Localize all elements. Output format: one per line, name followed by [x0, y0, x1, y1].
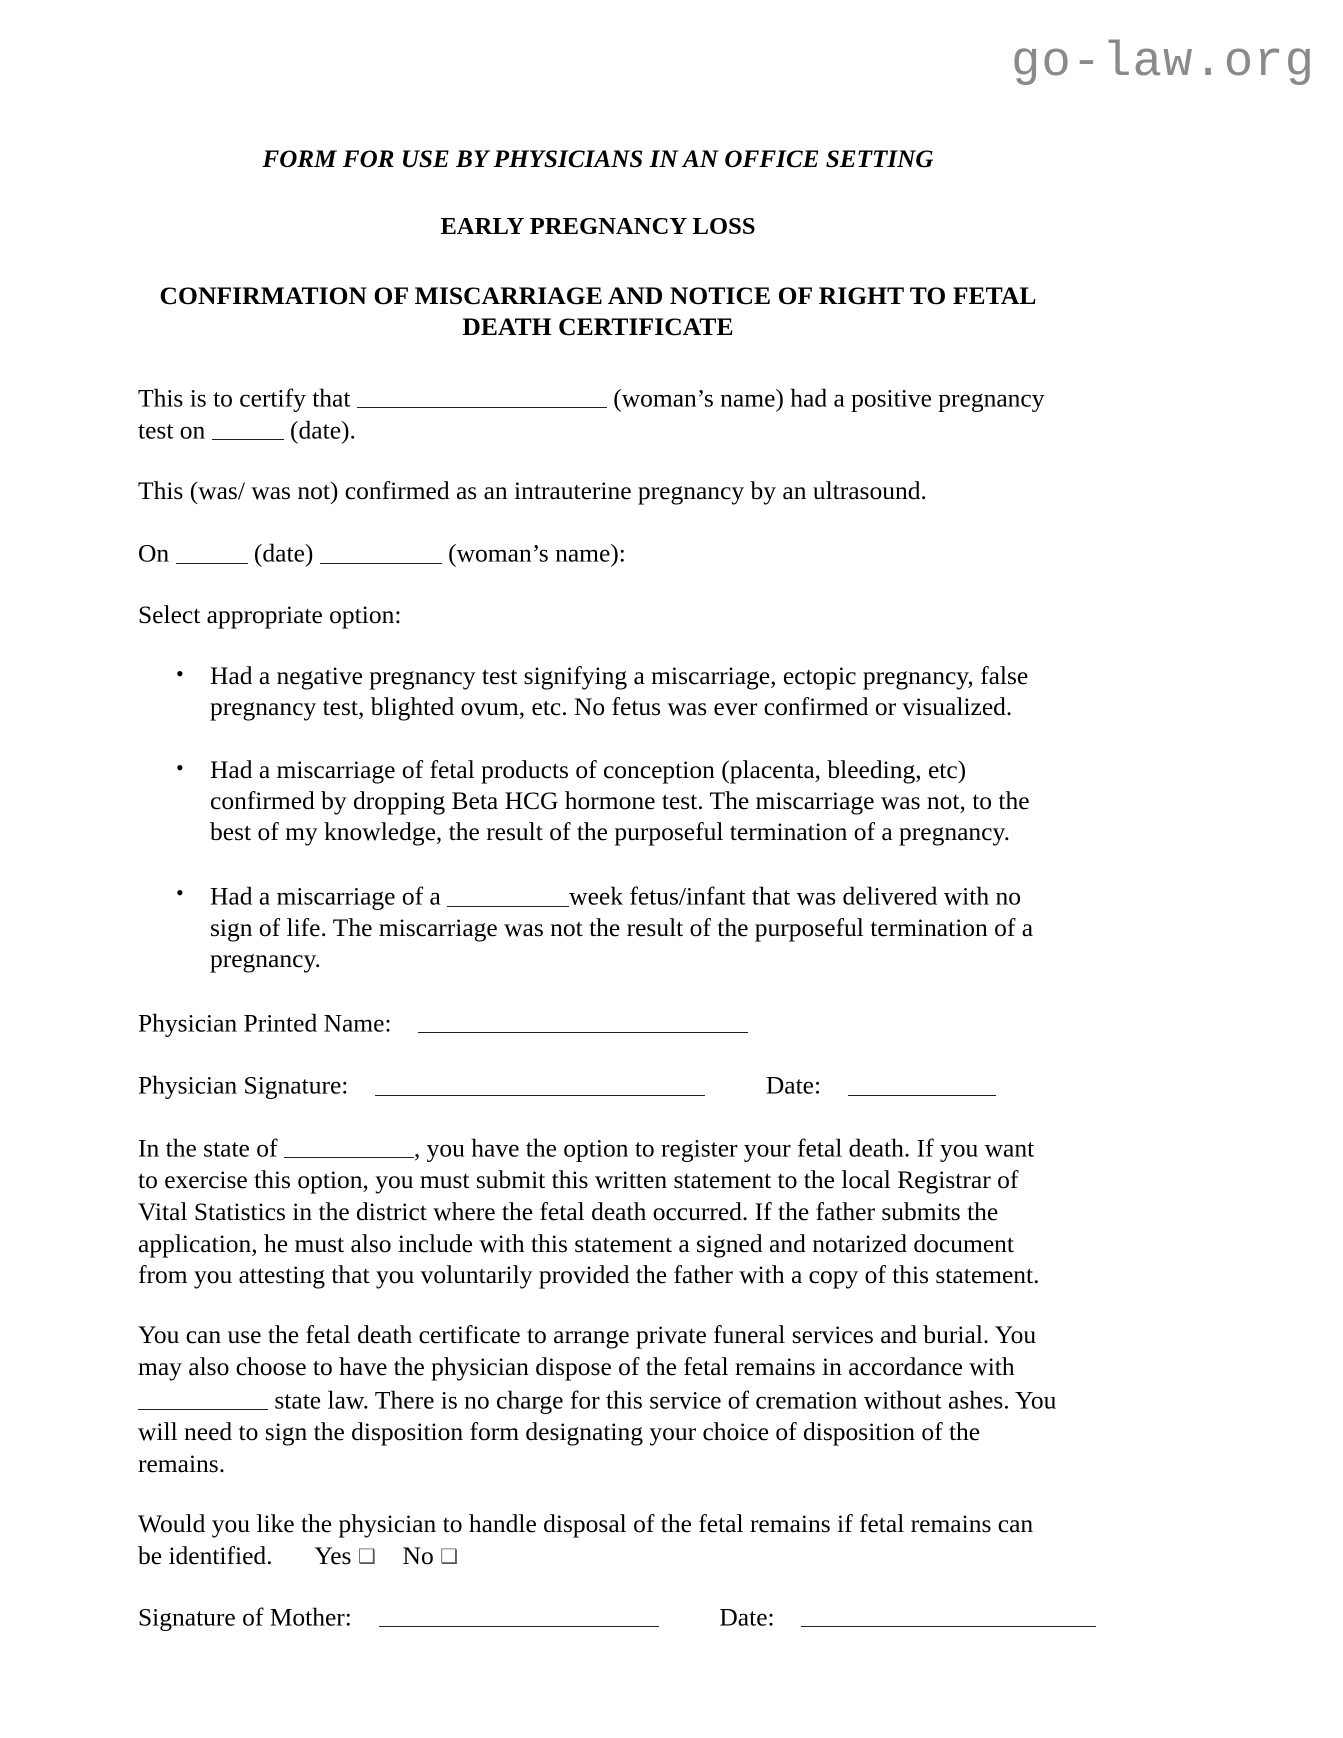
disposal-paragraph-part1: You can use the fetal death certificate to arrange private funeral services and burial. You may also choose to have the physician dispose of the fetal remains in accordance with: [138, 1320, 1037, 1382]
mother-date-label: Date:: [719, 1601, 775, 1631]
physician-signature-label: Physician Signature:: [138, 1070, 349, 1100]
option-3-suffix-text: week fetus/infant that was delivered with no sign of life. The miscarriage was not the result of the purposeful termination of a pregnancy.: [210, 881, 1034, 973]
physician-printed-name-row: [138, 1006, 1058, 1038]
physician-date-label: Date:: [765, 1070, 822, 1100]
yes-label: Yes: [314, 1540, 352, 1570]
physician-date-blank[interactable]: [848, 1068, 996, 1095]
option-1-text: Had a negative pregnancy test signifying a miscarriage, ectopic pregnancy, false pregnancy test, blighted ovum, etc. No fetus was ever confirmed or visualized.: [210, 660, 1029, 721]
mother-signature-label: Signature of Mother:: [138, 1601, 352, 1631]
list-item-option-1[interactable]: [138, 660, 1058, 722]
certify-lead-text: This is to certify that: [138, 382, 351, 412]
state-paragraph-rest: , you have the option to register your fetal death. If you want to exercise this option, you must submit this written statement to the local Registrar of Vital Statistics in the district where the fetal death occurred. If the father submits the application, he must also include with this statement a signed and notarized document from you attesting that you voluntarily provided the father with a copy of this statement.: [138, 1132, 1040, 1290]
list-item-option-2[interactable]: [138, 754, 1058, 847]
mother-date-blank[interactable]: [801, 1600, 1096, 1627]
bullet-icon: •: [176, 660, 184, 686]
mother-signature-blank[interactable]: [379, 1600, 659, 1627]
physician-signature-blank[interactable]: [375, 1068, 705, 1095]
certify-middle-text: (woman’s name) had a positive pregnancy test on: [138, 382, 1045, 445]
no-label: No: [402, 1540, 434, 1570]
ultrasound-paragraph: This (was/ was not) confirmed as an intrauterine pregnancy by an ultrasound.: [138, 476, 927, 506]
heading-confirmation: CONFIRMATION OF MISCARRIAGE AND NOTICE OF RIGHT TO FETAL DEATH CERTIFICATE: [159, 281, 1037, 341]
on-date-blank[interactable]: [176, 536, 248, 563]
certify-date-label: (date).: [290, 415, 356, 445]
positive-test-date-blank[interactable]: [212, 413, 284, 440]
option-3-prefix-text: Had a miscarriage of a: [210, 881, 441, 911]
no-checkbox[interactable]: ❑: [440, 1543, 459, 1568]
on-date-mid-label: (date): [253, 538, 314, 568]
on-date-prefix: On: [138, 538, 170, 568]
heading-early-pregnancy-loss: EARLY PREGNANCY LOSS: [440, 212, 756, 240]
disposal-paragraph-part2: state law. There is no charge for this service of cremation without ashes. You will need to sign the disposition form designating your choice of disposition of the remains.: [138, 1385, 1057, 1479]
list-item-option-3[interactable]: [138, 879, 1058, 974]
bullet-icon: •: [176, 755, 184, 781]
select-option-label: Select appropriate option:: [138, 599, 402, 629]
options-list: [138, 660, 1058, 974]
state-paragraph-prefix: In the state of: [138, 1132, 278, 1162]
on-date-suffix-label: (woman’s name):: [448, 538, 626, 568]
heading-form-for-use: FORM FOR USE BY PHYSICIANS IN AN OFFICE SETTING: [262, 146, 934, 173]
yes-checkbox[interactable]: ❑: [357, 1543, 376, 1568]
disposal-information-paragraph: [138, 1319, 1058, 1480]
mother-signature-row: [138, 1600, 1058, 1632]
certify-paragraph: [138, 381, 1058, 446]
physician-printed-name-label: Physician Printed Name:: [138, 1008, 392, 1038]
watermark-go-law: go-law.org: [1010, 34, 1315, 90]
option-2-text: Had a miscarriage of fetal products of conception (placenta, bleeding, etc) confirmed by dropping Beta HCG hormone test. The miscarriage was not, to the best of my knowledge, the result of the purposeful termination of a pregnancy.: [210, 755, 1030, 847]
physician-printed-name-blank[interactable]: [418, 1006, 748, 1033]
state-name-blank[interactable]: [284, 1131, 414, 1158]
state-registration-paragraph: [138, 1131, 1058, 1292]
disposal-question-text: Would you like the physician to handle disposal of the fetal remains if fetal remains can be identified.: [138, 1508, 1034, 1570]
accordance-state-blank[interactable]: [138, 1383, 268, 1410]
womans-name-blank[interactable]: [357, 381, 607, 408]
bullet-icon: •: [176, 880, 184, 906]
on-date-paragraph: [138, 536, 1058, 568]
on-womans-name-blank[interactable]: [320, 536, 442, 563]
disposal-question-paragraph: [138, 1508, 1058, 1572]
physician-signature-row: [138, 1068, 1058, 1100]
document-content: [138, 145, 1058, 1662]
week-count-blank[interactable]: [447, 879, 569, 906]
